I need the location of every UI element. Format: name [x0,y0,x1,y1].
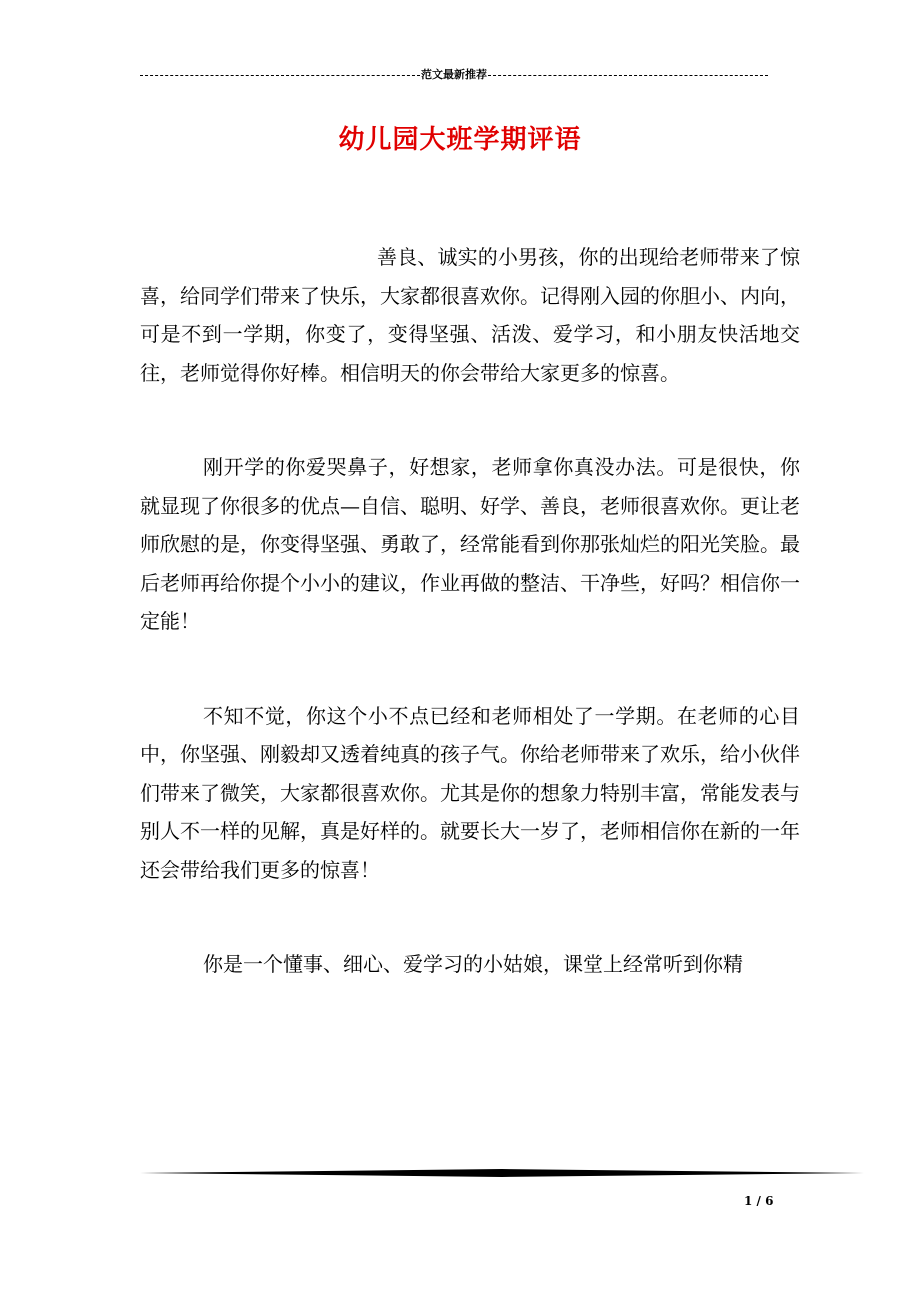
page-number: 1 / 6 [744,1194,774,1208]
paragraph: 刚开学的你爱哭鼻子，好想家，老师拿你真没办法。可是很快，你就显现了你很多的优点—自信、聪明、好学、善良，老师很喜欢你。更让老师欣慰的是，你变得坚强、勇敢了，经常能看到你那张灿烂的阳光笑脸。最后老师再给你提个小小的建议，作业再做的整洁、干净些，好吗？相信你一定能！ [140,455,800,633]
paragraph: 不知不觉，你这个小不点已经和老师相处了一学期。在老师的心目中，你坚强、刚毅却又透着纯真的孩子气。你给老师带来了欢乐，给小伙伴们带来了微笑，大家都很喜欢你。尤其是你的想象力特别丰富，常能发表与别人不一样的见解，真是好样的。就要长大一岁了，老师相信你在新的一年还会带给我们更多的惊喜！ [140,703,800,882]
footer-rule [140,1168,864,1178]
paragraph: 你是一个懂事、细心、爱学习的小姑娘，课堂上经常听到你精 [203,952,743,976]
header-label: 范文最新推荐 [421,68,487,81]
document-title: 幼儿园大班学期评语 [338,125,582,155]
page-header [140,68,768,82]
document-body [140,238,800,984]
paragraph: 善良、诚实的小男孩，你的出现给老师带来了惊喜，给同学们带来了快乐，大家都很喜欢你。记得刚入园的你胆小、内向，可是不到一学期，你变了，变得坚强、活泼、爱学习，和小朋友快活地交往，老师觉得你好棒。相信明天的你会带给大家更多的惊喜。 [140,245,800,385]
header-dashes-left [140,75,420,76]
header-dashes-right [488,75,768,76]
